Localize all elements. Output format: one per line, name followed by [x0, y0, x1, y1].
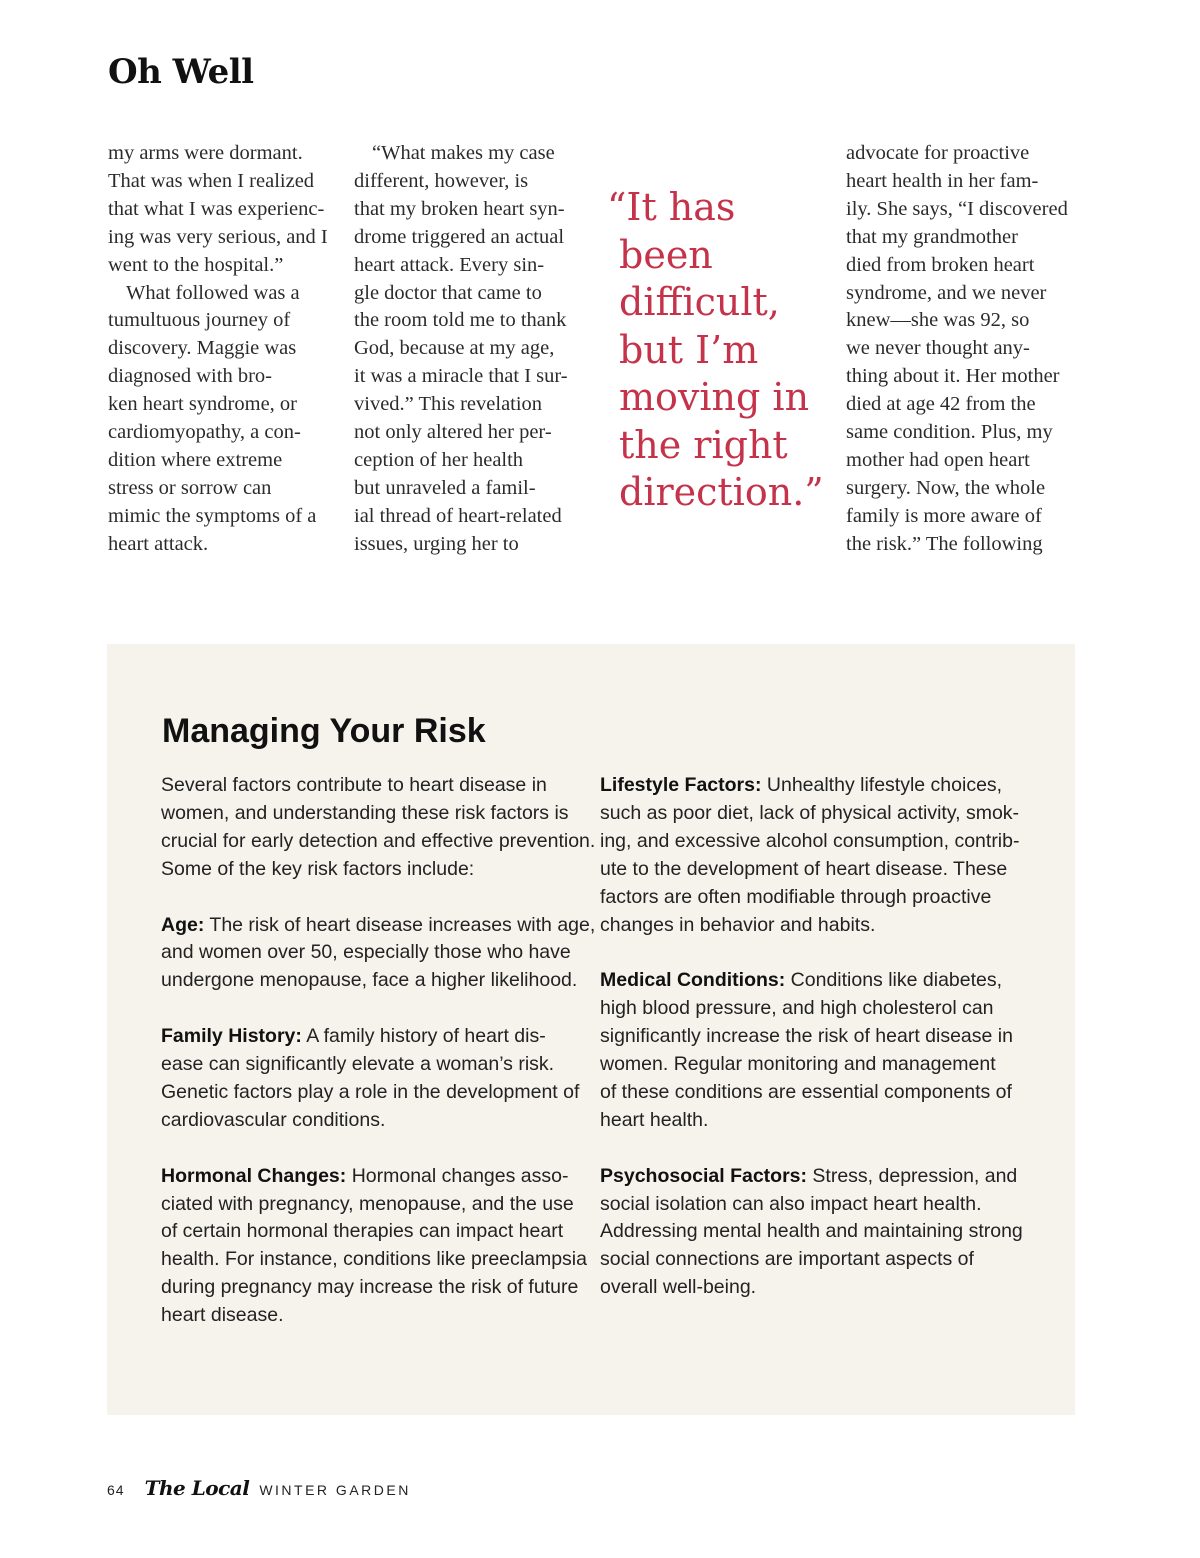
article-column-1	[108, 140, 340, 559]
text-line: direction.”	[619, 470, 824, 514]
risk-factor-hormonal-changes	[161, 1163, 586, 1330]
text-line: ease can significantly elevate a woman’s risk.	[161, 1053, 555, 1076]
text-line: God, because at my age,	[354, 337, 555, 360]
text-line: ken heart syndrome, or	[108, 393, 297, 416]
text-line: during pregnancy may increase the risk of future	[161, 1276, 579, 1299]
sidebar-left-column	[161, 772, 596, 1330]
text-line: died at age 42 from the	[846, 393, 1036, 416]
text-line: undergone menopause, face a higher likelihood.	[161, 969, 578, 992]
text-line: discovery. Maggie was	[108, 337, 297, 360]
text-line: but I’m	[619, 327, 759, 372]
text-line: Addressing mental health and maintaining strong	[600, 1220, 1023, 1243]
text-line: tumultuous journey of	[108, 309, 291, 332]
text-line: mimic the symptoms of a	[108, 504, 317, 527]
text-line: drome triggered an actual	[354, 225, 565, 248]
text-line: ial thread of heart-related	[354, 504, 562, 527]
article-column-4	[846, 140, 1086, 559]
pull-quote	[607, 184, 837, 517]
risk-factor-label: Hormonal Changes:	[161, 1164, 347, 1187]
text-line: knew—she was 92, so	[846, 309, 1030, 332]
risk-factor-lifestyle	[600, 772, 1030, 939]
text-line: my arms were dormant.	[108, 142, 303, 164]
text-line: heart health.	[600, 1108, 709, 1131]
text-line: changes in behavior and habits.	[600, 913, 876, 936]
text-line: Hormonal Changes: Hormonal changes asso-	[161, 1164, 569, 1187]
text-line: of these conditions are essential components of	[600, 1080, 1012, 1103]
text-line: been	[619, 232, 713, 277]
text-line: the room told me to thank	[354, 309, 567, 332]
section-title: Oh Well	[108, 52, 254, 92]
magazine-brand: The Local	[144, 1476, 250, 1500]
text-line: of certain hormonal therapies can impact heart	[161, 1220, 564, 1243]
text-line: that my grandmother	[846, 225, 1018, 248]
text-line: heart attack.	[108, 532, 209, 555]
text-line: we never thought any-	[846, 337, 1030, 360]
text-line: dition where extreme	[108, 448, 283, 471]
text-line: ception of her health	[354, 448, 524, 471]
text-line: went to the hospital.”	[108, 253, 284, 276]
text-line: the right	[619, 422, 788, 467]
risk-factor-label: Family History:	[161, 1025, 302, 1048]
managing-risk-sidebar	[107, 644, 1075, 1415]
text-line: Lifestyle Factors: Unhealthy lifestyle choices,	[600, 774, 1003, 796]
text-line: and women over 50, especially those who have	[161, 941, 571, 964]
text-line: but unraveled a famil-	[354, 476, 536, 499]
text-line: family is more aware of	[846, 504, 1042, 527]
text-line: Several factors contribute to heart disease in	[161, 774, 547, 796]
text-line: issues, urging her to	[354, 532, 519, 555]
risk-factor-label: Medical Conditions:	[600, 969, 786, 992]
risk-factor-label: Lifestyle Factors:	[600, 774, 762, 796]
text-line: “It has	[607, 185, 736, 229]
text-line: surgery. Now, the whole	[846, 476, 1046, 499]
text-line: heart disease.	[161, 1304, 284, 1327]
text-line: ily. She says, “I discovered	[846, 197, 1068, 220]
text-line: advocate for proactive	[846, 142, 1030, 164]
text-line: such as poor diet, lack of physical activity, smok-	[600, 801, 1020, 824]
text-line: social isolation can also impact heart health.	[600, 1192, 982, 1215]
risk-factor-label: Psychosocial Factors:	[600, 1164, 807, 1187]
text-line: women, and understanding these risk factors is	[161, 801, 569, 824]
text-line: ing was very serious, and I	[108, 225, 328, 248]
text-line: syndrome, and we never	[846, 281, 1047, 304]
text-line: thing about it. Her mother	[846, 365, 1060, 388]
text-line: mother had open heart	[846, 448, 1030, 471]
text-line: gle doctor that came to	[354, 281, 542, 304]
text-line: that my broken heart syn-	[354, 197, 565, 220]
text-line: significantly increase the risk of heart disease in	[600, 1025, 1013, 1048]
sidebar-title: Managing Your Risk	[162, 712, 486, 750]
text-line: not only altered her per-	[354, 421, 552, 444]
text-line: different, however, is	[354, 169, 529, 192]
text-line: ing, and excessive alcohol consumption, contrib-	[600, 829, 1020, 852]
text-line: cardiovascular conditions.	[161, 1108, 386, 1131]
text-line: women. Regular monitoring and management	[600, 1053, 996, 1076]
text-line: cardiomyopathy, a con-	[108, 421, 301, 444]
text-line: stress or sorrow can	[108, 476, 272, 499]
text-line: same condition. Plus, my	[846, 421, 1053, 444]
magazine-edition: WINTER GARDEN	[259, 1482, 411, 1498]
text-line: ciated with pregnancy, menopause, and the use	[161, 1192, 574, 1215]
text-line: crucial for early detection and effective prevention.	[161, 829, 596, 852]
page-footer	[107, 1476, 411, 1500]
text-line: diagnosed with bro-	[108, 365, 272, 388]
text-line: that what I was experienc-	[108, 197, 325, 220]
article-column-2	[354, 140, 586, 559]
text-line: ute to the development of heart disease. These	[600, 857, 1008, 880]
risk-factor-family-history	[161, 1023, 586, 1135]
text-line: factors are often modifiable through proactive	[600, 885, 992, 908]
text-line: “What makes my case	[372, 142, 555, 164]
text-line: health. For instance, conditions like preeclampsia	[161, 1248, 587, 1271]
text-line: high blood pressure, and high cholesterol can	[600, 997, 994, 1020]
text-line: vived.” This revelation	[354, 393, 543, 416]
text-line: That was when I realized	[108, 169, 315, 192]
text-line: overall well-being.	[600, 1276, 757, 1299]
risk-factor-age	[161, 912, 596, 996]
text-line: What followed was a	[126, 281, 300, 304]
text-line: the risk.” The following	[846, 532, 1043, 555]
text-line: difficult,	[619, 280, 780, 324]
page-number: 64	[107, 1482, 125, 1498]
text-line: moving in	[619, 375, 810, 419]
risk-factor-psychosocial	[600, 1163, 1030, 1303]
text-line: Family History: A family history of heart dis-	[161, 1025, 546, 1048]
text-line: Genetic factors play a role in the development of	[161, 1080, 580, 1103]
text-line: Medical Conditions: Conditions like diabetes,	[600, 969, 1003, 992]
text-line: heart health in her fam-	[846, 169, 1039, 192]
text-line: Psychosocial Factors: Stress, depression, and	[600, 1164, 1018, 1187]
text-line: Some of the key risk factors include:	[161, 857, 475, 880]
text-line: died from broken heart	[846, 253, 1035, 276]
text-line: social connections are important aspects of	[600, 1248, 974, 1271]
risk-factor-label: Age:	[161, 913, 205, 936]
text-line: heart attack. Every sin-	[354, 253, 545, 276]
sidebar-right-column	[600, 772, 1030, 1302]
risk-factor-medical-conditions	[600, 967, 1030, 1134]
text-line: Age: The risk of heart disease increases with age,	[161, 913, 596, 936]
intro-paragraph	[161, 772, 596, 884]
text-line: it was a miracle that I sur-	[354, 365, 568, 388]
